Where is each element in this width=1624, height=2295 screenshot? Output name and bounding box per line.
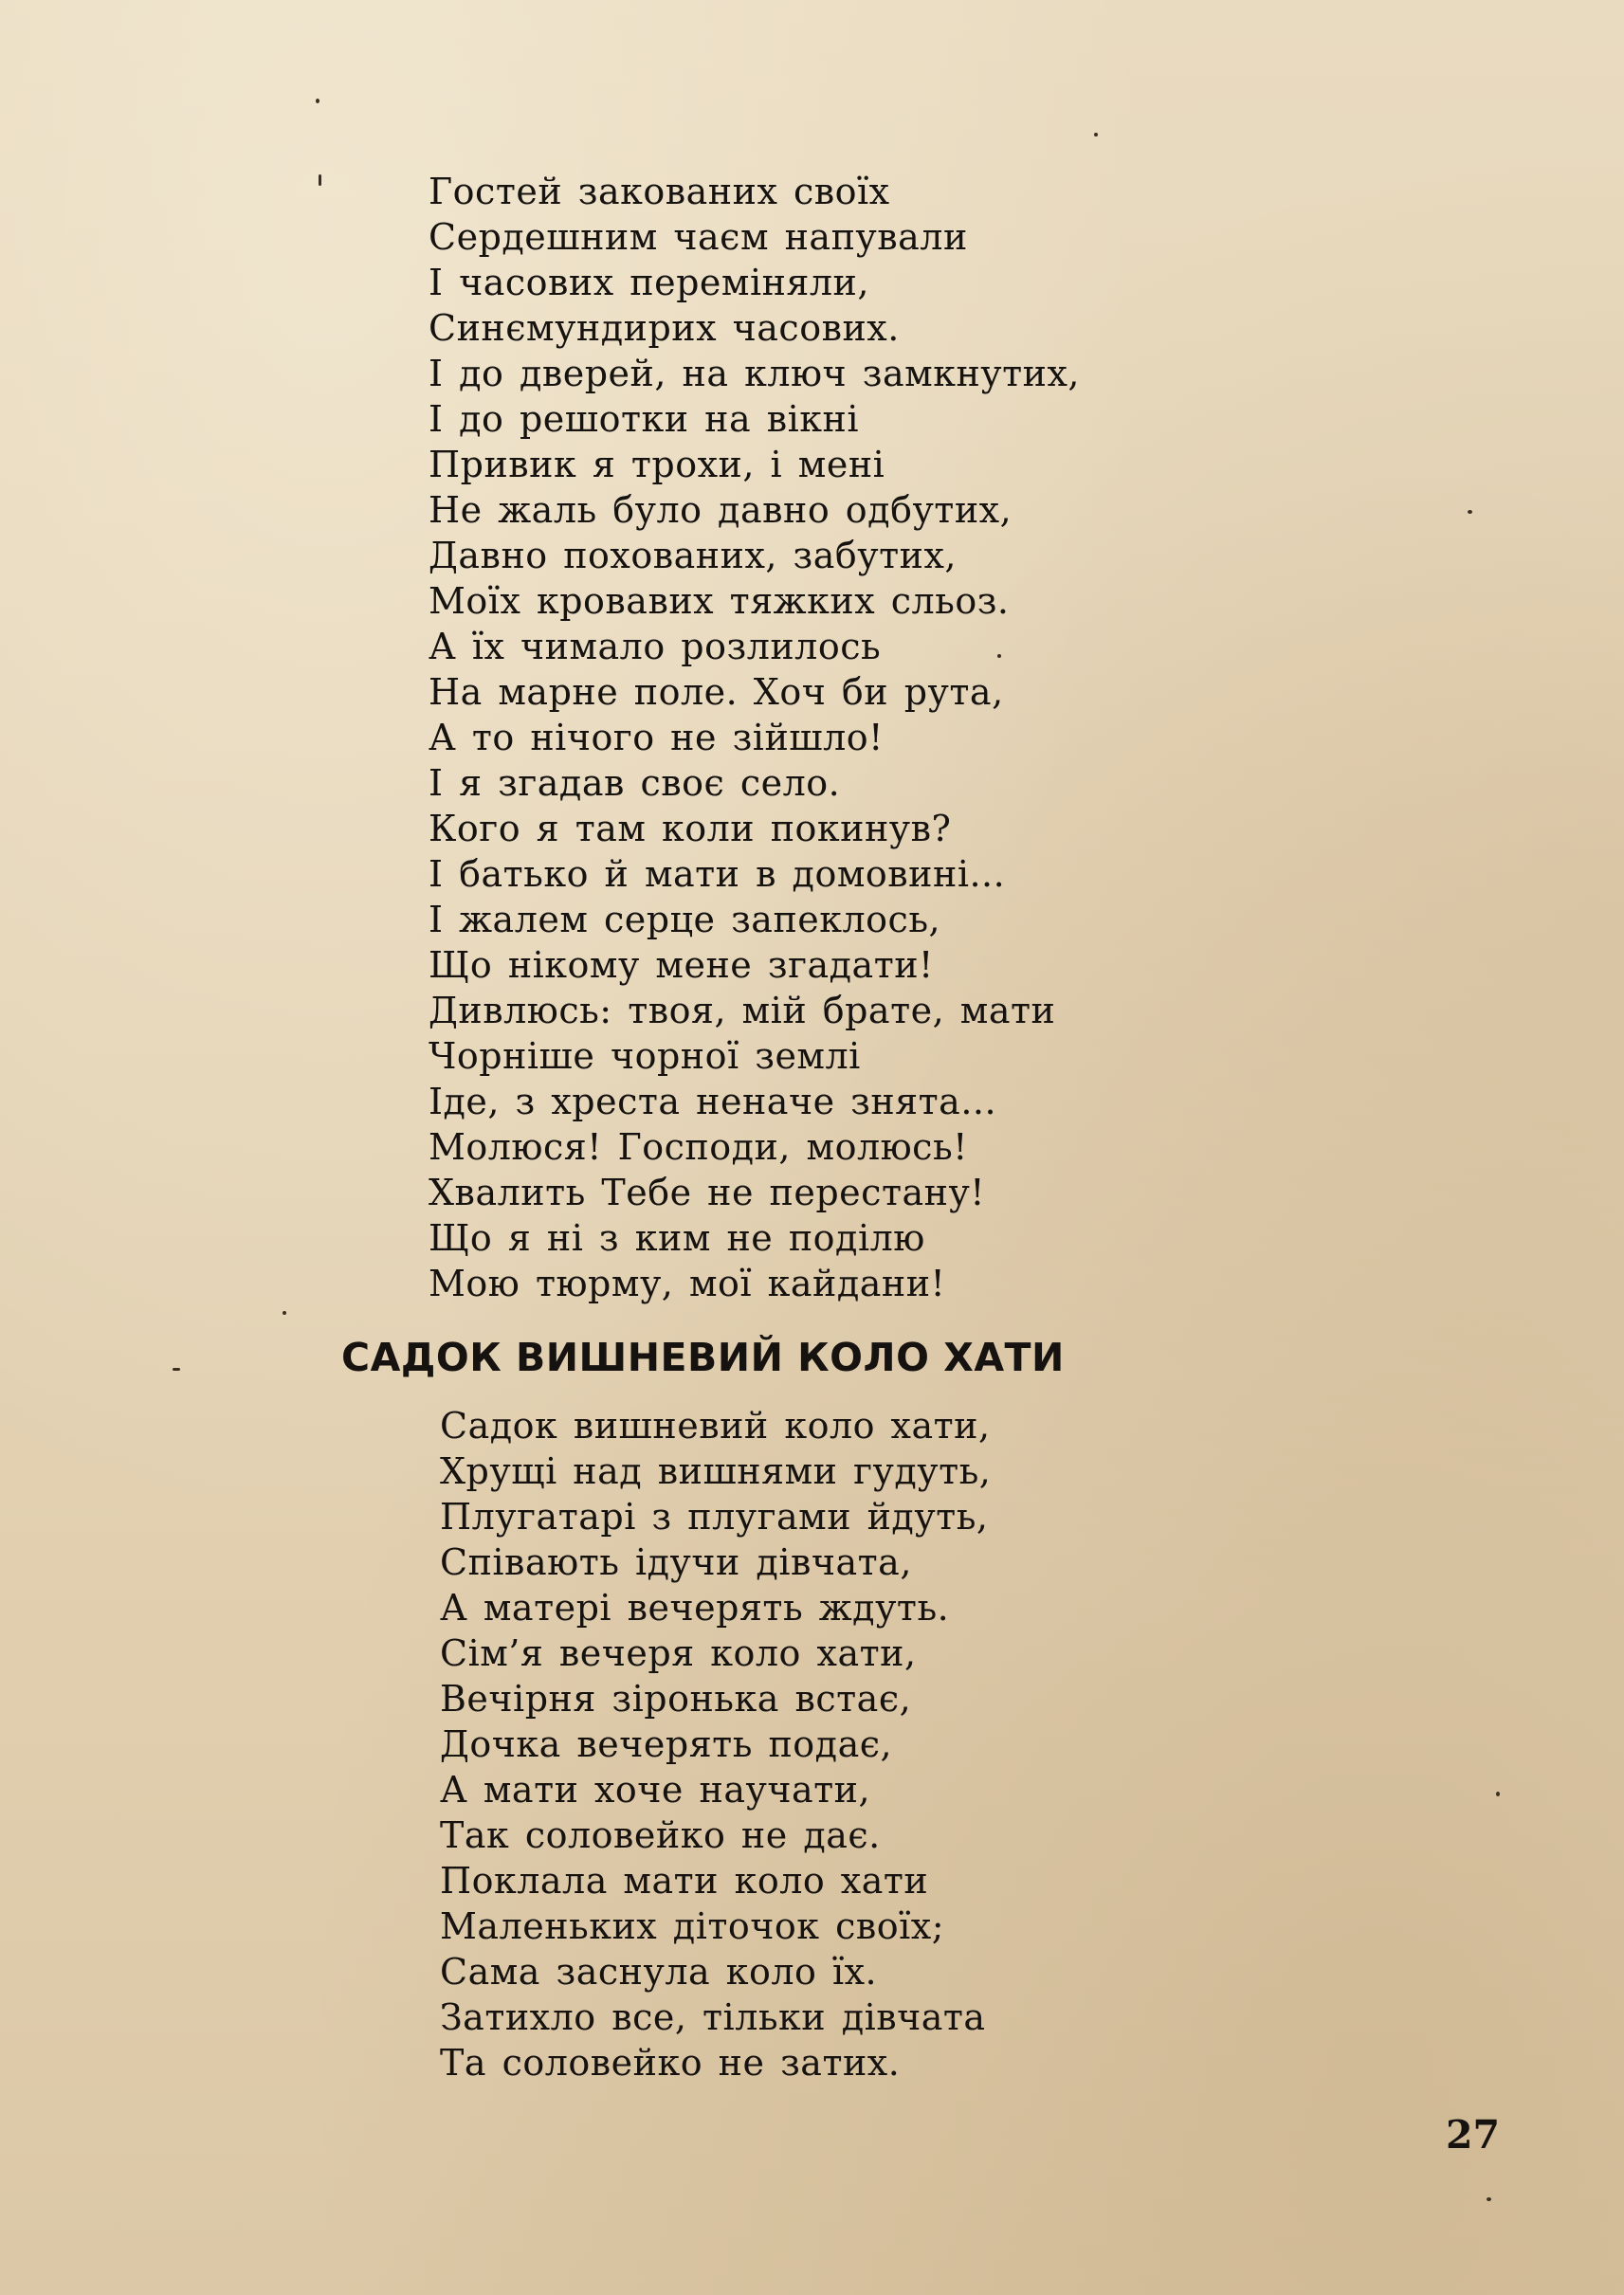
verse-line: Сердешним чаєм напували bbox=[429, 216, 968, 258]
verse-line: Та соловейко не затих. bbox=[440, 2042, 901, 2084]
verse-line: І я згадав своє село. bbox=[429, 762, 841, 804]
verse-line: Сама заснула коло їх. bbox=[440, 1951, 878, 1993]
verse-line: Кого я там коли покинув? bbox=[429, 808, 952, 849]
paper-speck bbox=[997, 654, 1001, 658]
verse-line: А їх чимало розлилось bbox=[429, 626, 882, 667]
poem-stanza bbox=[440, 1403, 991, 2086]
verse-line: І до решотки на вікні bbox=[429, 398, 859, 440]
verse-line: Молюся! Господи, молюсь! bbox=[429, 1126, 968, 1168]
verse-line: Поклала мати коло хати bbox=[440, 1860, 929, 1902]
paper-speck bbox=[173, 1368, 180, 1371]
paper-speck bbox=[1094, 133, 1098, 137]
verse-line: Моїх кровавих тяжких сльоз. bbox=[429, 580, 1010, 622]
poem-title: САДОК ВИШНЕВИЙ КОЛО ХАТИ bbox=[341, 1335, 1065, 1380]
verse-line: Що нікому мене згадати! bbox=[429, 944, 934, 986]
verse-line: Вечірня зіронька встає, bbox=[440, 1678, 912, 1720]
verse-line: Співають ідучи дівчата, bbox=[440, 1541, 912, 1583]
verse-line: Дивлюсь: твоя, мій брате, мати bbox=[429, 990, 1056, 1031]
verse-line: Давно похованих, забутих, bbox=[429, 535, 958, 576]
verse-line: А мати хоче научати, bbox=[440, 1769, 871, 1811]
verse-line: Синємундирих часових. bbox=[429, 307, 900, 349]
verse-line: Маленьких діточок своїх; bbox=[440, 1905, 945, 1947]
verse-line: Хрущі над вишнями гудуть, bbox=[440, 1450, 992, 1492]
verse-line: І до дверей, на ключ замкнутих, bbox=[429, 353, 1080, 394]
verse-line: Сім’я вечеря коло хати, bbox=[440, 1632, 917, 1674]
poem-continuation-stanza bbox=[429, 169, 1080, 1306]
verse-line: Іде, з хреста неначе знята... bbox=[429, 1081, 997, 1122]
verse-line: Плугатарі з плугами йдуть, bbox=[440, 1496, 989, 1538]
paper-speck bbox=[1487, 2197, 1491, 2201]
paper-speck bbox=[1468, 510, 1472, 514]
paper-speck bbox=[283, 1311, 286, 1315]
verse-line: І жалем серце запеклось, bbox=[429, 899, 941, 940]
paper-speck bbox=[319, 174, 321, 186]
verse-line: Що я ні з ким не поділю bbox=[429, 1217, 925, 1259]
paper-speck bbox=[1496, 1792, 1500, 1796]
verse-line: Мою тюрму, мої кайдани! bbox=[429, 1263, 946, 1304]
verse-line: Не жаль було давно одбутих, bbox=[429, 489, 1013, 531]
verse-line: Чорніше чорної землі bbox=[429, 1035, 861, 1077]
verse-line: Садок вишневий коло хати, bbox=[440, 1405, 991, 1447]
verse-line: Хвалить Тебе не перестану! bbox=[429, 1172, 986, 1213]
verse-line: А то нічого не зійшло! bbox=[429, 717, 884, 758]
verse-line: Так соловейко не дає. bbox=[440, 1814, 881, 1856]
verse-line: Дочка вечерять подає, bbox=[440, 1723, 893, 1765]
verse-line: Привик я трохи, і мені bbox=[429, 444, 885, 485]
verse-line: А матері вечерять ждуть. bbox=[440, 1587, 950, 1629]
verse-line: І батько й мати в домовині... bbox=[429, 853, 1006, 895]
page-number: 27 bbox=[1446, 2112, 1501, 2158]
verse-line: І часових переміняли, bbox=[429, 262, 869, 303]
verse-line: Затихло все, тільки дівчата bbox=[440, 1996, 986, 2038]
paper-speck bbox=[316, 99, 319, 103]
verse-line: Гостей закованих своїх bbox=[429, 171, 890, 212]
verse-line: На марне поле. Хоч би рута, bbox=[429, 671, 1004, 713]
